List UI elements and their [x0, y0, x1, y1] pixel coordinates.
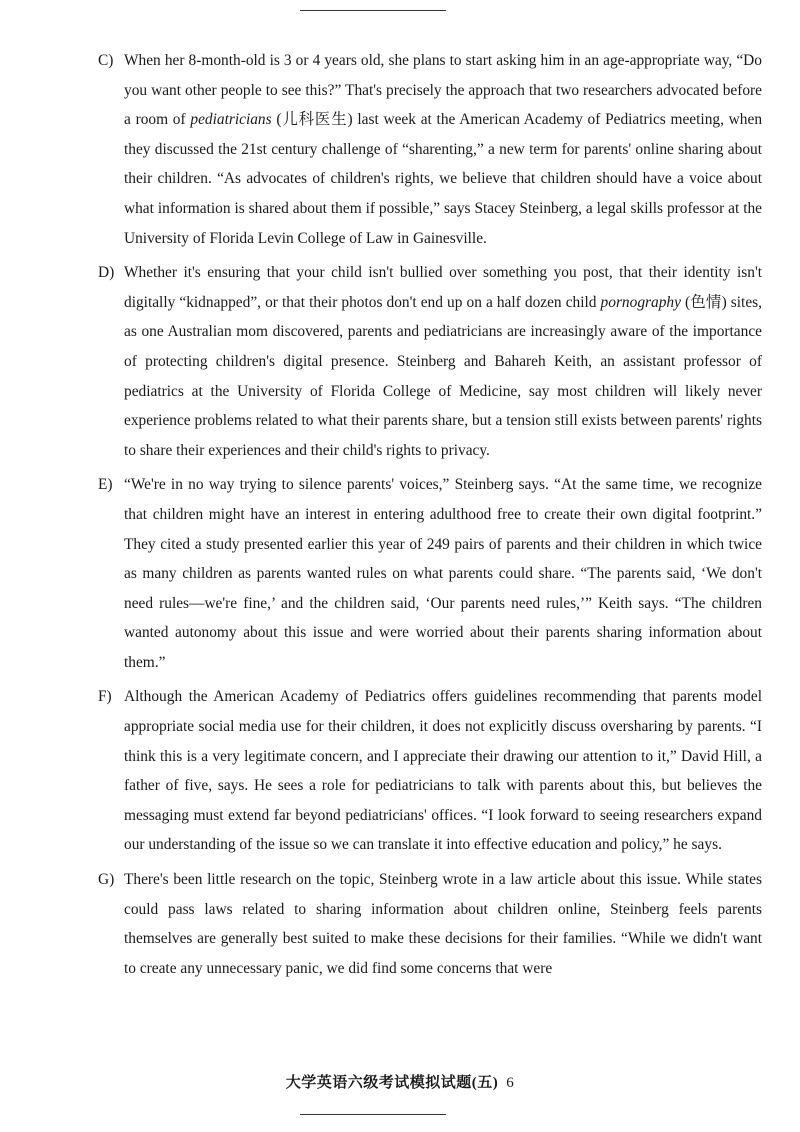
paragraph-d — [98, 258, 762, 465]
exam-title: 大学英语六级考试模拟试题(五) — [285, 1075, 499, 1091]
text-segment: Although the American Academy of Pediatrics offers guidelines recommending that parents model appropriate social media use for their children, it does not explicitly discuss oversharing by parents. “I think this is a very legitimate concern, and I appreciate their drawing our attention to it,” David Hill, a father of five, says. He sees a role for pediatricians to talk with parents about this, but believes the messaging must extend far beyond pediatricians' offices. “I look forward to seeing researchers expand our understanding of the issue so we can translate it into effective education and policy,” he says. — [124, 688, 762, 854]
glossed-term: pediatricians — [190, 111, 272, 129]
passage — [98, 46, 762, 988]
paragraph-f — [98, 682, 762, 860]
top-rule — [300, 10, 446, 11]
paragraph-g — [98, 865, 762, 983]
paragraph-body — [124, 682, 762, 860]
paragraph-body — [124, 470, 762, 677]
paragraph-body — [124, 46, 762, 253]
text-segment: (色情) sites, as one Australian mom discovered, parents and pediatricians are increasingly aware of the importance of protecting children's digital presence. Steinberg and Bahareh Keith, an assistant professor of pediatrics at the University of Florida College of Medicine, say most children will likely never experience problems related to what their parents share, but a tension still exists between parents' rights to share their experiences and their child's rights to privacy. — [124, 293, 762, 459]
page-footer — [0, 1071, 800, 1092]
text-segment: There's been little research on the topic, Steinberg wrote in a law article about this issue. While states could pass laws related to sharing information about children online, Steinberg feels parents themselves are generally best suited to make these decisions for their families. “While we didn't want to create any unnecessary panic, we did find some concerns that were — [124, 871, 762, 977]
paragraph-label: F) — [98, 688, 112, 706]
paragraph-label: D) — [98, 264, 115, 282]
paragraph-label: E) — [98, 476, 113, 494]
glossed-term: pornography — [600, 293, 681, 311]
paragraph-body — [124, 258, 762, 465]
bottom-rule — [300, 1114, 446, 1115]
text-segment: Whether it's ensuring that your child isn't bullied over something you post, that their identity isn't digitally “kidnapped”, or that their photos don't end up on a half dozen child — [124, 264, 762, 311]
paragraph-body — [124, 865, 762, 983]
paragraph-c — [98, 46, 762, 253]
text-segment: “We're in no way trying to silence parents' voices,” Steinberg says. “At the same time, we recognize that children might have an interest in entering adulthood free to create their own digital footprint.” They cited a study presented earlier this year of 249 pairs of parents and their children in which twice as many children as parents wanted rules on what parents could share. “The parents said, ‘We don't need rules—we're fine,’ and the children said, ‘Our parents need rules,’” Keith says. “The children wanted autonomy about this issue and were worried about their parents sharing information about them.” — [124, 476, 762, 671]
text-segment: When her 8-month-old is 3 or 4 years old, she plans to start asking him in an age-appropriate way, “Do you want other people to see this?” That's precisely the approach that two researchers advocated before a room of — [124, 52, 762, 129]
paragraph-label: G) — [98, 871, 115, 889]
paragraph-e — [98, 470, 762, 677]
page-number: 6 — [506, 1075, 515, 1091]
paragraph-label: C) — [98, 52, 114, 69]
text-segment: (儿科医生) last week at the American Academy of Pediatrics meeting, when they discussed the 21st century challenge of “sharenting,” a new term for parents' online sharing about their children. “As advocates of children's rights, we believe that children should have a voice about what information is shared about them if possible,” says Stacey Steinberg, a legal skills professor at the University of Florida Levin College of Law in Gainesville. — [124, 111, 763, 247]
